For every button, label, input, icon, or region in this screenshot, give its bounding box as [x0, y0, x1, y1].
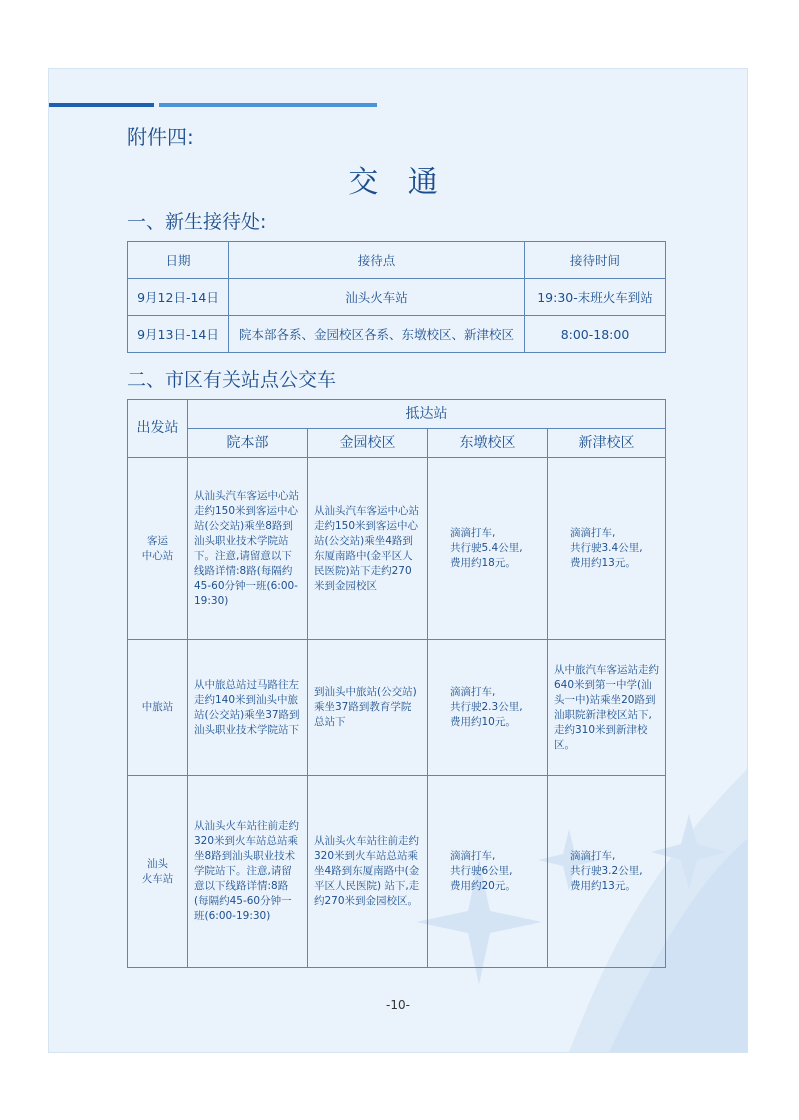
- table-cell: 汕头火车站: [229, 279, 525, 316]
- table-row: [128, 279, 666, 316]
- bus-route-table: [127, 399, 666, 968]
- route-cell: 滴滴打车, 共行驶6公里, 费用约20元。: [428, 776, 548, 968]
- route-cell: 到汕头中旅站(公交站)乘坐37路到教育学院总站下: [308, 640, 428, 776]
- origin-header: 出发站: [128, 400, 188, 458]
- table-row: [128, 316, 666, 353]
- reception-table: [127, 241, 666, 353]
- section2-heading: 二、市区有关站点公交车: [127, 369, 337, 391]
- page: [48, 68, 748, 1053]
- page-number: -10-: [386, 998, 410, 1012]
- column-header: 新津校区: [548, 429, 666, 458]
- table-cell: 8:00-18:00: [525, 316, 666, 353]
- page-title: 交 通: [348, 165, 448, 200]
- column-header: 金园校区: [308, 429, 428, 458]
- route-cell: 从中旅汽车客运站走约640米到第一中学(汕头一中)站乘坐20路到汕职院新津校区站下,走约310米到新津校区。: [548, 640, 666, 776]
- table-row: [128, 776, 666, 968]
- column-header: 接待点: [229, 242, 525, 279]
- table-header-row: [128, 429, 666, 458]
- route-cell: 从汕头汽车客运中心站走约150米到客运中心站(公交站)乘坐4路到东厦南路中(金平区人民医院)站下走约270米到金园校区: [308, 458, 428, 640]
- origin-cell: 中旅站: [128, 640, 188, 776]
- column-header: 日期: [128, 242, 229, 279]
- route-cell: 从汕头火车站往前走约320米到火车站总站乘坐8路到汕头职业技术学院站下。注意,请留意以下线路详情:8路(每隔约45-60分钟一班(6:00-19:30): [188, 776, 308, 968]
- destination-header: 抵达站: [188, 400, 666, 429]
- table-row: [128, 640, 666, 776]
- table-cell: 19:30-末班火车到站: [525, 279, 666, 316]
- attachment-label: 附件四:: [127, 125, 194, 149]
- origin-cell: 汕头 火车站: [128, 776, 188, 968]
- column-header: 院本部: [188, 429, 308, 458]
- route-cell: 从汕头汽车客运中心站走约150米到客运中心站(公交站)乘坐8路到汕头职业技术学院站下。注意,请留意以下线路详情:8路(每隔约45-60分钟一班(6:00-19:30): [188, 458, 308, 640]
- table-cell: 9月13日-14日: [128, 316, 229, 353]
- header-bar-dark: [49, 103, 154, 107]
- table-cell: 院本部各系、金园校区各系、东墩校区、新津校区: [229, 316, 525, 353]
- route-cell: 滴滴打车, 共行驶2.3公里, 费用约10元。: [428, 640, 548, 776]
- route-cell: 从汕头火车站往前走约320米到火车站总站乘坐4路到东厦南路中(金平区人民医院) 站下,走约270米到金园校区。: [308, 776, 428, 968]
- table-header-row: [128, 242, 666, 279]
- column-header: 接待时间: [525, 242, 666, 279]
- section1-heading: 一、新生接待处:: [127, 211, 267, 233]
- route-cell: 从中旅总站过马路往左走约140米到汕头中旅站(公交站)乘坐37路到汕头职业技术学院站下: [188, 640, 308, 776]
- route-cell: 滴滴打车, 共行驶5.4公里, 费用约18元。: [428, 458, 548, 640]
- header-bar-light: [159, 103, 377, 107]
- table-cell: 9月12日-14日: [128, 279, 229, 316]
- column-header: 东墩校区: [428, 429, 548, 458]
- route-cell: 滴滴打车, 共行驶3.2公里, 费用约13元。: [548, 776, 666, 968]
- origin-cell: 客运 中心站: [128, 458, 188, 640]
- route-cell: 滴滴打车, 共行驶3.4公里, 费用约13元。: [548, 458, 666, 640]
- table-header-row: [128, 400, 666, 429]
- table-row: [128, 458, 666, 640]
